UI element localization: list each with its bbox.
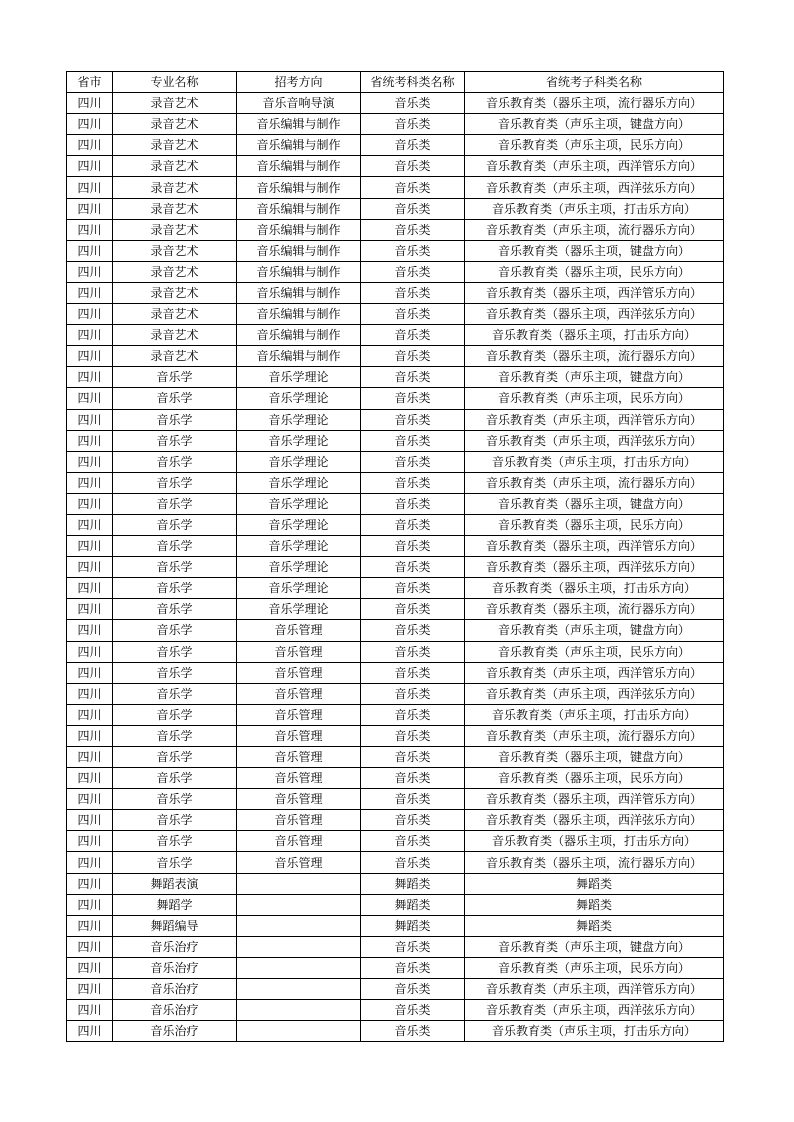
cell-exam-category: 音乐类 (361, 177, 465, 198)
cell-major-name: 音乐学 (113, 599, 237, 620)
header-major-name: 专业名称 (113, 72, 237, 93)
cell-exam-subcategory: 音乐教育类（器乐主项，民乐方向） (465, 768, 724, 789)
header-admission-direction: 招考方向 (237, 72, 361, 93)
table-row (67, 725, 724, 746)
table-row (67, 198, 724, 219)
table-row (67, 852, 724, 873)
cell-major-name: 音乐学 (113, 789, 237, 810)
cell-admission-direction: 音乐编辑与制作 (237, 156, 361, 177)
cell-major-name: 录音艺术 (113, 135, 237, 156)
cell-exam-subcategory: 音乐教育类（器乐主项，键盘方向） (465, 747, 724, 768)
cell-admission-direction: 音乐管理 (237, 852, 361, 873)
table-row (67, 472, 724, 493)
cell-exam-category: 音乐类 (361, 304, 465, 325)
cell-major-name: 音乐学 (113, 831, 237, 852)
cell-province: 四川 (67, 768, 113, 789)
cell-major-name: 舞蹈表演 (113, 873, 237, 894)
cell-province: 四川 (67, 536, 113, 557)
cell-admission-direction (237, 894, 361, 915)
cell-major-name: 音乐学 (113, 725, 237, 746)
cell-province: 四川 (67, 1000, 113, 1021)
cell-admission-direction: 音乐管理 (237, 641, 361, 662)
cell-admission-direction (237, 915, 361, 936)
cell-province: 四川 (67, 114, 113, 135)
cell-exam-subcategory: 音乐教育类（声乐主项，键盘方向） (465, 936, 724, 957)
cell-province: 四川 (67, 641, 113, 662)
cell-major-name: 音乐学 (113, 620, 237, 641)
table-row (67, 641, 724, 662)
cell-major-name: 录音艺术 (113, 114, 237, 135)
cell-province: 四川 (67, 325, 113, 346)
cell-admission-direction: 音乐管理 (237, 683, 361, 704)
cell-admission-direction: 音乐编辑与制作 (237, 240, 361, 261)
cell-exam-subcategory: 音乐教育类（器乐主项，打击乐方向） (465, 578, 724, 599)
cell-admission-direction: 音乐编辑与制作 (237, 114, 361, 135)
cell-province: 四川 (67, 957, 113, 978)
cell-province: 四川 (67, 135, 113, 156)
cell-exam-subcategory: 音乐教育类（器乐主项，民乐方向） (465, 514, 724, 535)
cell-major-name: 音乐治疗 (113, 957, 237, 978)
cell-exam-subcategory: 音乐教育类（器乐主项，打击乐方向） (465, 831, 724, 852)
cell-exam-category: 音乐类 (361, 810, 465, 831)
cell-exam-subcategory: 音乐教育类（器乐主项，西洋管乐方向） (465, 536, 724, 557)
cell-admission-direction: 音乐学理论 (237, 514, 361, 535)
cell-province: 四川 (67, 219, 113, 240)
cell-exam-subcategory: 音乐教育类（器乐主项，流行器乐方向） (465, 599, 724, 620)
cell-admission-direction: 音乐编辑与制作 (237, 304, 361, 325)
cell-exam-category: 音乐类 (361, 662, 465, 683)
cell-admission-direction: 音乐学理论 (237, 430, 361, 451)
cell-province: 四川 (67, 367, 113, 388)
cell-exam-category: 音乐类 (361, 282, 465, 303)
cell-admission-direction: 音乐管理 (237, 810, 361, 831)
table-row (67, 810, 724, 831)
header-exam-subcategory: 省统考子科类名称 (465, 72, 724, 93)
table-row (67, 514, 724, 535)
cell-major-name: 音乐学 (113, 493, 237, 514)
cell-exam-subcategory: 音乐教育类（器乐主项，西洋弦乐方向） (465, 304, 724, 325)
cell-exam-subcategory: 音乐教育类（器乐主项，流行器乐方向） (465, 93, 724, 114)
table-row (67, 93, 724, 114)
cell-exam-subcategory: 音乐教育类（声乐主项，民乐方向） (465, 957, 724, 978)
cell-province: 四川 (67, 240, 113, 261)
cell-admission-direction: 音乐编辑与制作 (237, 198, 361, 219)
cell-admission-direction: 音乐编辑与制作 (237, 177, 361, 198)
cell-exam-category: 音乐类 (361, 514, 465, 535)
cell-province: 四川 (67, 725, 113, 746)
cell-exam-category: 音乐类 (361, 198, 465, 219)
table-row (67, 451, 724, 472)
table-row (67, 282, 724, 303)
cell-admission-direction: 音乐学理论 (237, 388, 361, 409)
cell-province: 四川 (67, 662, 113, 683)
cell-province: 四川 (67, 261, 113, 282)
cell-exam-category: 音乐类 (361, 367, 465, 388)
cell-exam-subcategory: 音乐教育类（声乐主项，打击乐方向） (465, 451, 724, 472)
cell-exam-subcategory: 音乐教育类（声乐主项，键盘方向） (465, 114, 724, 135)
cell-exam-subcategory: 音乐教育类（声乐主项，西洋管乐方向） (465, 156, 724, 177)
cell-exam-category: 音乐类 (361, 240, 465, 261)
cell-exam-category: 音乐类 (361, 979, 465, 1000)
cell-province: 四川 (67, 852, 113, 873)
cell-province: 四川 (67, 514, 113, 535)
table-row (67, 747, 724, 768)
cell-exam-category: 音乐类 (361, 725, 465, 746)
cell-exam-category: 音乐类 (361, 789, 465, 810)
cell-exam-category: 音乐类 (361, 430, 465, 451)
cell-major-name: 音乐学 (113, 662, 237, 683)
table-row (67, 346, 724, 367)
cell-province: 四川 (67, 894, 113, 915)
cell-exam-subcategory: 音乐教育类（器乐主项，键盘方向） (465, 493, 724, 514)
cell-exam-subcategory: 音乐教育类（器乐主项，打击乐方向） (465, 325, 724, 346)
cell-exam-subcategory: 音乐教育类（器乐主项，西洋管乐方向） (465, 789, 724, 810)
cell-exam-subcategory: 音乐教育类（声乐主项，民乐方向） (465, 641, 724, 662)
cell-major-name: 音乐学 (113, 367, 237, 388)
cell-exam-subcategory: 音乐教育类（声乐主项，流行器乐方向） (465, 219, 724, 240)
cell-province: 四川 (67, 683, 113, 704)
cell-exam-category: 音乐类 (361, 388, 465, 409)
cell-major-name: 录音艺术 (113, 93, 237, 114)
cell-province: 四川 (67, 198, 113, 219)
cell-province: 四川 (67, 409, 113, 430)
table-row (67, 557, 724, 578)
cell-exam-category: 音乐类 (361, 536, 465, 557)
cell-province: 四川 (67, 578, 113, 599)
cell-major-name: 音乐学 (113, 683, 237, 704)
table-row (67, 493, 724, 514)
cell-major-name: 舞蹈编导 (113, 915, 237, 936)
table-row (67, 831, 724, 852)
cell-admission-direction: 音乐音响导演 (237, 93, 361, 114)
cell-major-name: 音乐学 (113, 472, 237, 493)
cell-exam-subcategory: 音乐教育类（声乐主项，打击乐方向） (465, 1021, 724, 1042)
table-row (67, 430, 724, 451)
cell-province: 四川 (67, 620, 113, 641)
cell-admission-direction: 音乐编辑与制作 (237, 346, 361, 367)
cell-exam-category: 音乐类 (361, 557, 465, 578)
cell-admission-direction: 音乐管理 (237, 662, 361, 683)
cell-exam-category: 舞蹈类 (361, 915, 465, 936)
cell-province: 四川 (67, 388, 113, 409)
cell-exam-subcategory: 音乐教育类（声乐主项，西洋弦乐方向） (465, 1000, 724, 1021)
cell-exam-category: 舞蹈类 (361, 873, 465, 894)
admissions-table (66, 71, 724, 1042)
table-row (67, 599, 724, 620)
cell-major-name: 音乐治疗 (113, 1000, 237, 1021)
cell-province: 四川 (67, 304, 113, 325)
cell-major-name: 音乐治疗 (113, 936, 237, 957)
cell-admission-direction: 音乐管理 (237, 789, 361, 810)
cell-exam-subcategory: 舞蹈类 (465, 894, 724, 915)
cell-exam-category: 音乐类 (361, 346, 465, 367)
cell-exam-subcategory: 音乐教育类（声乐主项，西洋管乐方向） (465, 662, 724, 683)
cell-exam-subcategory: 音乐教育类（声乐主项，打击乐方向） (465, 704, 724, 725)
cell-major-name: 音乐学 (113, 430, 237, 451)
cell-admission-direction (237, 957, 361, 978)
table-row (67, 683, 724, 704)
cell-exam-category: 音乐类 (361, 135, 465, 156)
table-row (67, 261, 724, 282)
cell-major-name: 录音艺术 (113, 304, 237, 325)
cell-exam-category: 舞蹈类 (361, 894, 465, 915)
table-row (67, 620, 724, 641)
table-row (67, 325, 724, 346)
table-row (67, 135, 724, 156)
cell-province: 四川 (67, 599, 113, 620)
cell-province: 四川 (67, 936, 113, 957)
document-page (66, 71, 724, 1042)
cell-exam-subcategory: 音乐教育类（声乐主项，键盘方向） (465, 620, 724, 641)
cell-admission-direction: 音乐编辑与制作 (237, 219, 361, 240)
cell-province: 四川 (67, 93, 113, 114)
cell-exam-subcategory: 音乐教育类（器乐主项，西洋弦乐方向） (465, 810, 724, 831)
cell-exam-subcategory: 音乐教育类（声乐主项，打击乐方向） (465, 198, 724, 219)
cell-major-name: 录音艺术 (113, 346, 237, 367)
cell-province: 四川 (67, 1021, 113, 1042)
cell-admission-direction: 音乐学理论 (237, 578, 361, 599)
cell-admission-direction (237, 873, 361, 894)
cell-exam-subcategory: 音乐教育类（声乐主项，西洋管乐方向） (465, 979, 724, 1000)
table-row (67, 219, 724, 240)
cell-major-name: 音乐学 (113, 536, 237, 557)
cell-exam-subcategory: 音乐教育类（声乐主项，流行器乐方向） (465, 725, 724, 746)
cell-exam-category: 音乐类 (361, 852, 465, 873)
cell-major-name: 录音艺术 (113, 219, 237, 240)
cell-exam-subcategory: 音乐教育类（器乐主项，西洋弦乐方向） (465, 557, 724, 578)
cell-major-name: 舞蹈学 (113, 894, 237, 915)
cell-province: 四川 (67, 915, 113, 936)
cell-major-name: 音乐学 (113, 388, 237, 409)
cell-admission-direction: 音乐学理论 (237, 409, 361, 430)
cell-admission-direction: 音乐管理 (237, 620, 361, 641)
cell-exam-subcategory: 音乐教育类（器乐主项，民乐方向） (465, 261, 724, 282)
cell-admission-direction: 音乐管理 (237, 747, 361, 768)
table-row (67, 1021, 724, 1042)
cell-exam-category: 音乐类 (361, 325, 465, 346)
cell-major-name: 音乐学 (113, 852, 237, 873)
cell-exam-category: 音乐类 (361, 472, 465, 493)
cell-major-name: 音乐学 (113, 641, 237, 662)
cell-admission-direction (237, 979, 361, 1000)
cell-exam-subcategory: 舞蹈类 (465, 915, 724, 936)
cell-major-name: 音乐学 (113, 747, 237, 768)
cell-exam-subcategory: 舞蹈类 (465, 873, 724, 894)
cell-major-name: 音乐学 (113, 557, 237, 578)
table-row (67, 114, 724, 135)
cell-exam-category: 音乐类 (361, 704, 465, 725)
table-row (67, 894, 724, 915)
cell-major-name: 音乐学 (113, 704, 237, 725)
cell-province: 四川 (67, 177, 113, 198)
cell-exam-category: 音乐类 (361, 93, 465, 114)
cell-admission-direction: 音乐学理论 (237, 493, 361, 514)
cell-major-name: 音乐学 (113, 810, 237, 831)
cell-exam-category: 音乐类 (361, 620, 465, 641)
cell-admission-direction: 音乐学理论 (237, 536, 361, 557)
cell-exam-category: 音乐类 (361, 683, 465, 704)
cell-province: 四川 (67, 451, 113, 472)
table-row (67, 240, 724, 261)
cell-exam-category: 音乐类 (361, 493, 465, 514)
cell-province: 四川 (67, 472, 113, 493)
table-row (67, 367, 724, 388)
cell-exam-subcategory: 音乐教育类（声乐主项，西洋弦乐方向） (465, 430, 724, 451)
table-body (67, 93, 724, 1042)
table-row (67, 957, 724, 978)
cell-exam-category: 音乐类 (361, 219, 465, 240)
table-row (67, 388, 724, 409)
cell-province: 四川 (67, 282, 113, 303)
cell-major-name: 音乐学 (113, 768, 237, 789)
cell-exam-category: 音乐类 (361, 957, 465, 978)
table-header-row (67, 72, 724, 93)
cell-admission-direction: 音乐学理论 (237, 557, 361, 578)
cell-admission-direction: 音乐学理论 (237, 472, 361, 493)
cell-exam-category: 音乐类 (361, 831, 465, 852)
cell-exam-subcategory: 音乐教育类（声乐主项，键盘方向） (465, 367, 724, 388)
cell-province: 四川 (67, 789, 113, 810)
cell-exam-category: 音乐类 (361, 578, 465, 599)
cell-exam-subcategory: 音乐教育类（声乐主项，民乐方向） (465, 388, 724, 409)
table-row (67, 578, 724, 599)
cell-major-name: 录音艺术 (113, 240, 237, 261)
table-row (67, 409, 724, 430)
cell-major-name: 录音艺术 (113, 261, 237, 282)
cell-admission-direction (237, 1000, 361, 1021)
cell-admission-direction (237, 1021, 361, 1042)
cell-admission-direction: 音乐编辑与制作 (237, 135, 361, 156)
cell-exam-category: 音乐类 (361, 768, 465, 789)
cell-exam-subcategory: 音乐教育类（器乐主项，流行器乐方向） (465, 346, 724, 367)
cell-admission-direction: 音乐管理 (237, 831, 361, 852)
cell-major-name: 录音艺术 (113, 177, 237, 198)
cell-exam-category: 音乐类 (361, 599, 465, 620)
cell-admission-direction: 音乐学理论 (237, 451, 361, 472)
cell-exam-subcategory: 音乐教育类（器乐主项，流行器乐方向） (465, 852, 724, 873)
table-row (67, 979, 724, 1000)
cell-major-name: 音乐学 (113, 451, 237, 472)
cell-province: 四川 (67, 346, 113, 367)
cell-exam-category: 音乐类 (361, 641, 465, 662)
cell-major-name: 音乐学 (113, 409, 237, 430)
cell-exam-category: 音乐类 (361, 156, 465, 177)
table-row (67, 156, 724, 177)
cell-exam-category: 音乐类 (361, 1021, 465, 1042)
cell-province: 四川 (67, 979, 113, 1000)
cell-exam-subcategory: 音乐教育类（声乐主项，流行器乐方向） (465, 472, 724, 493)
cell-major-name: 音乐治疗 (113, 1021, 237, 1042)
cell-admission-direction: 音乐编辑与制作 (237, 261, 361, 282)
table-row (67, 1000, 724, 1021)
cell-province: 四川 (67, 557, 113, 578)
cell-exam-subcategory: 音乐教育类（器乐主项，西洋管乐方向） (465, 282, 724, 303)
cell-major-name: 音乐治疗 (113, 979, 237, 1000)
cell-exam-category: 音乐类 (361, 1000, 465, 1021)
cell-province: 四川 (67, 747, 113, 768)
cell-exam-subcategory: 音乐教育类（声乐主项，西洋管乐方向） (465, 409, 724, 430)
cell-province: 四川 (67, 810, 113, 831)
cell-province: 四川 (67, 156, 113, 177)
cell-exam-subcategory: 音乐教育类（声乐主项，西洋弦乐方向） (465, 177, 724, 198)
cell-province: 四川 (67, 873, 113, 894)
table-row (67, 789, 724, 810)
cell-major-name: 音乐学 (113, 578, 237, 599)
cell-major-name: 录音艺术 (113, 325, 237, 346)
header-exam-category: 省统考科类名称 (361, 72, 465, 93)
cell-major-name: 音乐学 (113, 514, 237, 535)
cell-admission-direction: 音乐编辑与制作 (237, 282, 361, 303)
cell-province: 四川 (67, 831, 113, 852)
cell-admission-direction: 音乐编辑与制作 (237, 325, 361, 346)
cell-admission-direction (237, 936, 361, 957)
table-row (67, 768, 724, 789)
cell-admission-direction: 音乐管理 (237, 768, 361, 789)
cell-exam-category: 音乐类 (361, 936, 465, 957)
cell-exam-category: 音乐类 (361, 747, 465, 768)
table-row (67, 177, 724, 198)
cell-exam-category: 音乐类 (361, 261, 465, 282)
cell-exam-category: 音乐类 (361, 409, 465, 430)
cell-province: 四川 (67, 704, 113, 725)
cell-exam-subcategory: 音乐教育类（声乐主项，民乐方向） (465, 135, 724, 156)
cell-exam-category: 音乐类 (361, 114, 465, 135)
cell-major-name: 录音艺术 (113, 282, 237, 303)
cell-major-name: 录音艺术 (113, 156, 237, 177)
cell-province: 四川 (67, 430, 113, 451)
cell-exam-subcategory: 音乐教育类（器乐主项，键盘方向） (465, 240, 724, 261)
cell-exam-category: 音乐类 (361, 451, 465, 472)
cell-exam-subcategory: 音乐教育类（声乐主项，西洋弦乐方向） (465, 683, 724, 704)
cell-admission-direction: 音乐管理 (237, 704, 361, 725)
table-row (67, 704, 724, 725)
cell-admission-direction: 音乐管理 (237, 725, 361, 746)
table-row (67, 936, 724, 957)
cell-province: 四川 (67, 493, 113, 514)
table-row (67, 873, 724, 894)
cell-major-name: 录音艺术 (113, 198, 237, 219)
table-row (67, 915, 724, 936)
cell-admission-direction: 音乐学理论 (237, 367, 361, 388)
header-province: 省市 (67, 72, 113, 93)
table-row (67, 536, 724, 557)
cell-admission-direction: 音乐学理论 (237, 599, 361, 620)
table-row (67, 304, 724, 325)
table-row (67, 662, 724, 683)
